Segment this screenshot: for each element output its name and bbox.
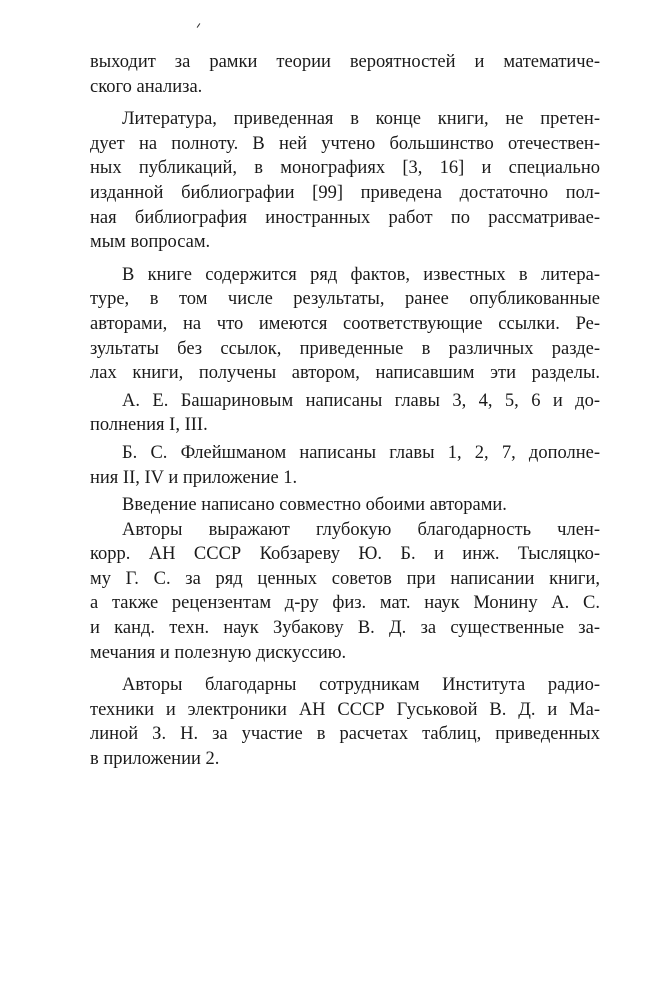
text-line: в приложении 2. — [90, 749, 220, 770]
paragraph-introduction — [90, 493, 600, 518]
text-line: мым вопросам. — [90, 232, 211, 253]
text-line: полнения I, III. — [90, 415, 208, 436]
paragraph-literature — [90, 107, 600, 255]
paragraph-basharinov — [90, 389, 600, 438]
text-line: лах книги, получены автором, написавшим эти разделы. — [90, 363, 600, 384]
text-line: авторами, на что имеются соответствующие ссылки. Ре- — [90, 313, 600, 334]
text-line: техники и электроники АН СССР Гуськовой В. Д. и Ма- — [90, 699, 600, 720]
paragraph-fleishman — [90, 441, 600, 490]
paragraph-continuation — [90, 50, 600, 99]
text-line: туре, в том числе результаты, ранее опубликованные — [90, 289, 600, 310]
text-line: ная библиография иностранных работ по рассматривае- — [90, 207, 600, 228]
text-line: зультаты без ссылок, приведенные в различных разде- — [90, 338, 600, 359]
text-line: корр. АН СССР Кобзареву Ю. Б. и инж. Тысляцко- — [90, 544, 600, 565]
text-line: Введение написано совместно обоими авторами. — [122, 495, 507, 516]
text-line: ского анализа. — [90, 76, 203, 97]
text-line: му Г. С. за ряд ценных советов при написании книги, — [90, 568, 600, 589]
text-line: и канд. техн. наук Зубакову В. Д. за существенные за- — [90, 618, 600, 639]
text-line: линой З. Н. за участие в расчетах таблиц, приведенных — [90, 724, 600, 745]
text-line: А. Е. Башариновым написаны главы 3, 4, 5, 6 и до- — [122, 390, 600, 411]
text-line: а также рецензентам д-ру физ. мат. наук Монину А. С. — [90, 593, 600, 614]
paragraph-acknowledgements — [90, 518, 600, 666]
text-line: ных публикаций, в монографиях [3, 16] и специально — [90, 158, 600, 179]
text-line: Авторы выражают глубокую благодарность член- — [122, 519, 600, 540]
text-line: выходит за рамки теории вероятностей и математиче- — [90, 52, 600, 72]
paragraph-facts — [90, 263, 600, 386]
page-text — [90, 50, 600, 772]
text-line: Б. С. Флейшманом написаны главы 1, 2, 7, дополне- — [122, 442, 600, 463]
stray-ink-mark — [197, 23, 201, 28]
text-line: В книге содержится ряд фактов, известных в литера- — [122, 264, 600, 285]
paragraph-gratitude-institute — [90, 673, 600, 771]
text-line: ния II, IV и приложение 1. — [90, 467, 298, 488]
text-line: Литература, приведенная в конце книги, не претен- — [122, 109, 600, 130]
text-line: дует на полноту. В ней учтено большинство отечествен- — [90, 133, 600, 154]
text-line: мечания и полезную дискуссию. — [90, 642, 347, 663]
text-line: изданной библиографии [99] приведена достаточно пол- — [90, 182, 600, 203]
text-line: Авторы благодарны сотрудникам Института радио- — [122, 675, 600, 696]
